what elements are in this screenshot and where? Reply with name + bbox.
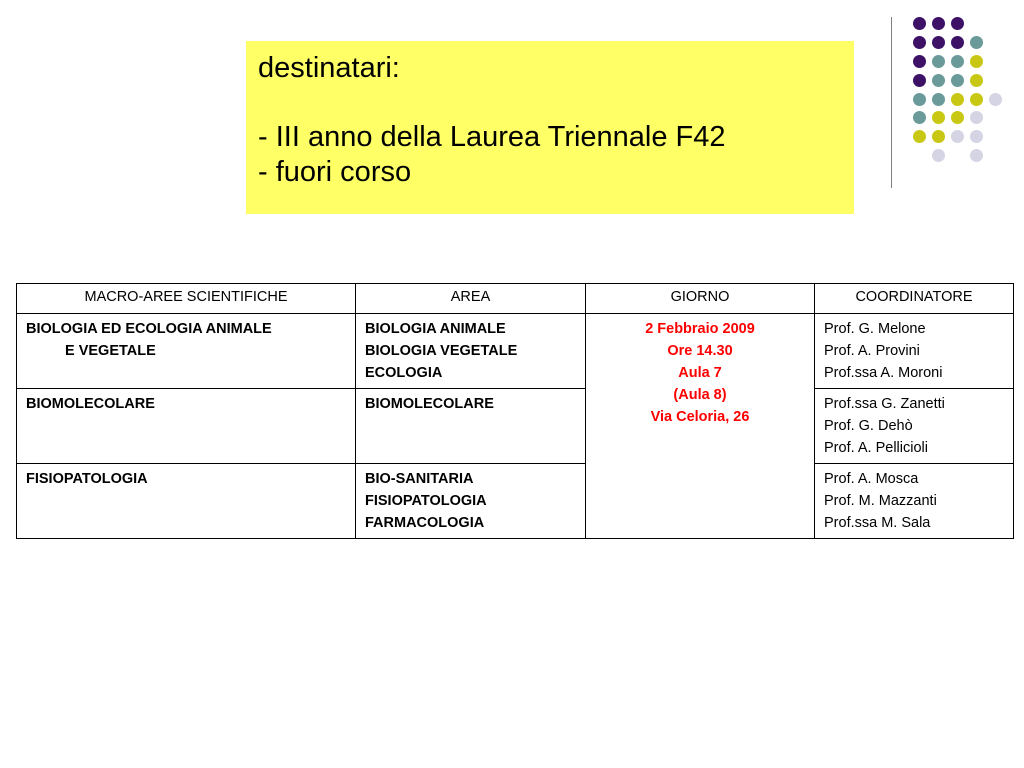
decorative-divider (891, 17, 892, 188)
macro-area-cell (17, 314, 356, 389)
area-cell (356, 389, 586, 464)
macro-area-cell (17, 389, 356, 464)
decorative-dot (913, 17, 926, 30)
table-row (17, 464, 1014, 539)
decorative-dot (932, 149, 945, 162)
time-text: Ore 14.30 (667, 343, 733, 359)
decorative-dot (989, 93, 1002, 106)
header-macro-areas: MACRO-AREE SCIENTIFICHE (17, 284, 356, 314)
decorative-dot (913, 111, 926, 124)
recipients-title: destinatari: (258, 52, 400, 84)
room-text: Aula 7 (678, 365, 722, 381)
decorative-dot (932, 111, 945, 124)
recipients-box (246, 41, 854, 214)
decorative-dot (913, 36, 926, 49)
coordinator-cell (815, 464, 1014, 539)
header-area: AREA (356, 284, 586, 314)
table-row (17, 314, 1014, 389)
area-text: FISIOPATOLOGIA (365, 493, 487, 509)
macro-area-text: FISIOPATOLOGIA (26, 471, 148, 487)
coordinator-cell (815, 314, 1014, 389)
room-alt-text: (Aula 8) (673, 387, 727, 403)
recipients-line: - III anno della Laurea Triennale F42 (258, 120, 726, 153)
decorative-dot (932, 17, 945, 30)
area-cell (356, 314, 586, 389)
decorative-dot (970, 130, 983, 143)
area-text: FARMACOLOGIA (365, 515, 485, 531)
coordinator-name: Prof.ssa A. Moroni (824, 365, 943, 381)
decorative-dot (951, 130, 964, 143)
coordinator-name: Prof.ssa M. Sala (824, 515, 931, 531)
decorative-dot (932, 36, 945, 49)
area-text: BIO-SANITARIA (365, 471, 474, 487)
decorative-dot (970, 74, 983, 87)
decorative-dot (913, 74, 926, 87)
recipients-line: - fuori corso (258, 155, 412, 188)
decorative-dot (913, 130, 926, 143)
macro-area-text: E VEGETALE (65, 343, 156, 359)
day-cell (586, 314, 815, 539)
decorative-dot (932, 74, 945, 87)
decorative-dot (951, 17, 964, 30)
coordinator-name: Prof. A. Pellicioli (824, 440, 928, 456)
decorative-dot (932, 93, 945, 106)
header-coordinator: COORDINATORE (815, 284, 1014, 314)
coordinator-name: Prof. M. Mazzanti (824, 493, 937, 509)
decorative-dot (913, 93, 926, 106)
coordinator-name: Prof. A. Mosca (824, 471, 919, 487)
area-cell (356, 464, 586, 539)
macro-area-cell (17, 464, 356, 539)
decorative-dot (932, 55, 945, 68)
decorative-dot (951, 55, 964, 68)
area-text: BIOLOGIA ANIMALE (365, 321, 506, 337)
coordinator-name: Prof. G. Dehò (824, 418, 913, 434)
header-day: GIORNO (586, 284, 815, 314)
decorative-dot (951, 93, 964, 106)
coordinator-name: Prof. G. Melone (824, 321, 926, 337)
decorative-dot (951, 36, 964, 49)
table-row (17, 389, 1014, 464)
table-header-row (17, 284, 1014, 314)
address-text: Via Celoria, 26 (650, 409, 750, 425)
decorative-dot (913, 55, 926, 68)
decorative-dot (951, 74, 964, 87)
decorative-dot (932, 130, 945, 143)
macro-area-text: BIOLOGIA ED ECOLOGIA ANIMALE (26, 321, 272, 337)
area-text: BIOMOLECOLARE (365, 396, 494, 412)
coordinator-name: Prof. A. Provini (824, 343, 920, 359)
decorative-dot (970, 149, 983, 162)
date-text: 2 Febbraio 2009 (645, 321, 755, 337)
decorative-dot (970, 55, 983, 68)
schedule-table (16, 283, 1014, 539)
decorative-dot (970, 93, 983, 106)
macro-area-text: BIOMOLECOLARE (26, 396, 155, 412)
area-text: BIOLOGIA VEGETALE (365, 343, 518, 359)
decorative-dot (970, 111, 983, 124)
decorative-dot (970, 36, 983, 49)
coordinator-cell (815, 389, 1014, 464)
area-text: ECOLOGIA (365, 365, 443, 381)
coordinator-name: Prof.ssa G. Zanetti (824, 396, 945, 412)
decorative-dot (951, 111, 964, 124)
